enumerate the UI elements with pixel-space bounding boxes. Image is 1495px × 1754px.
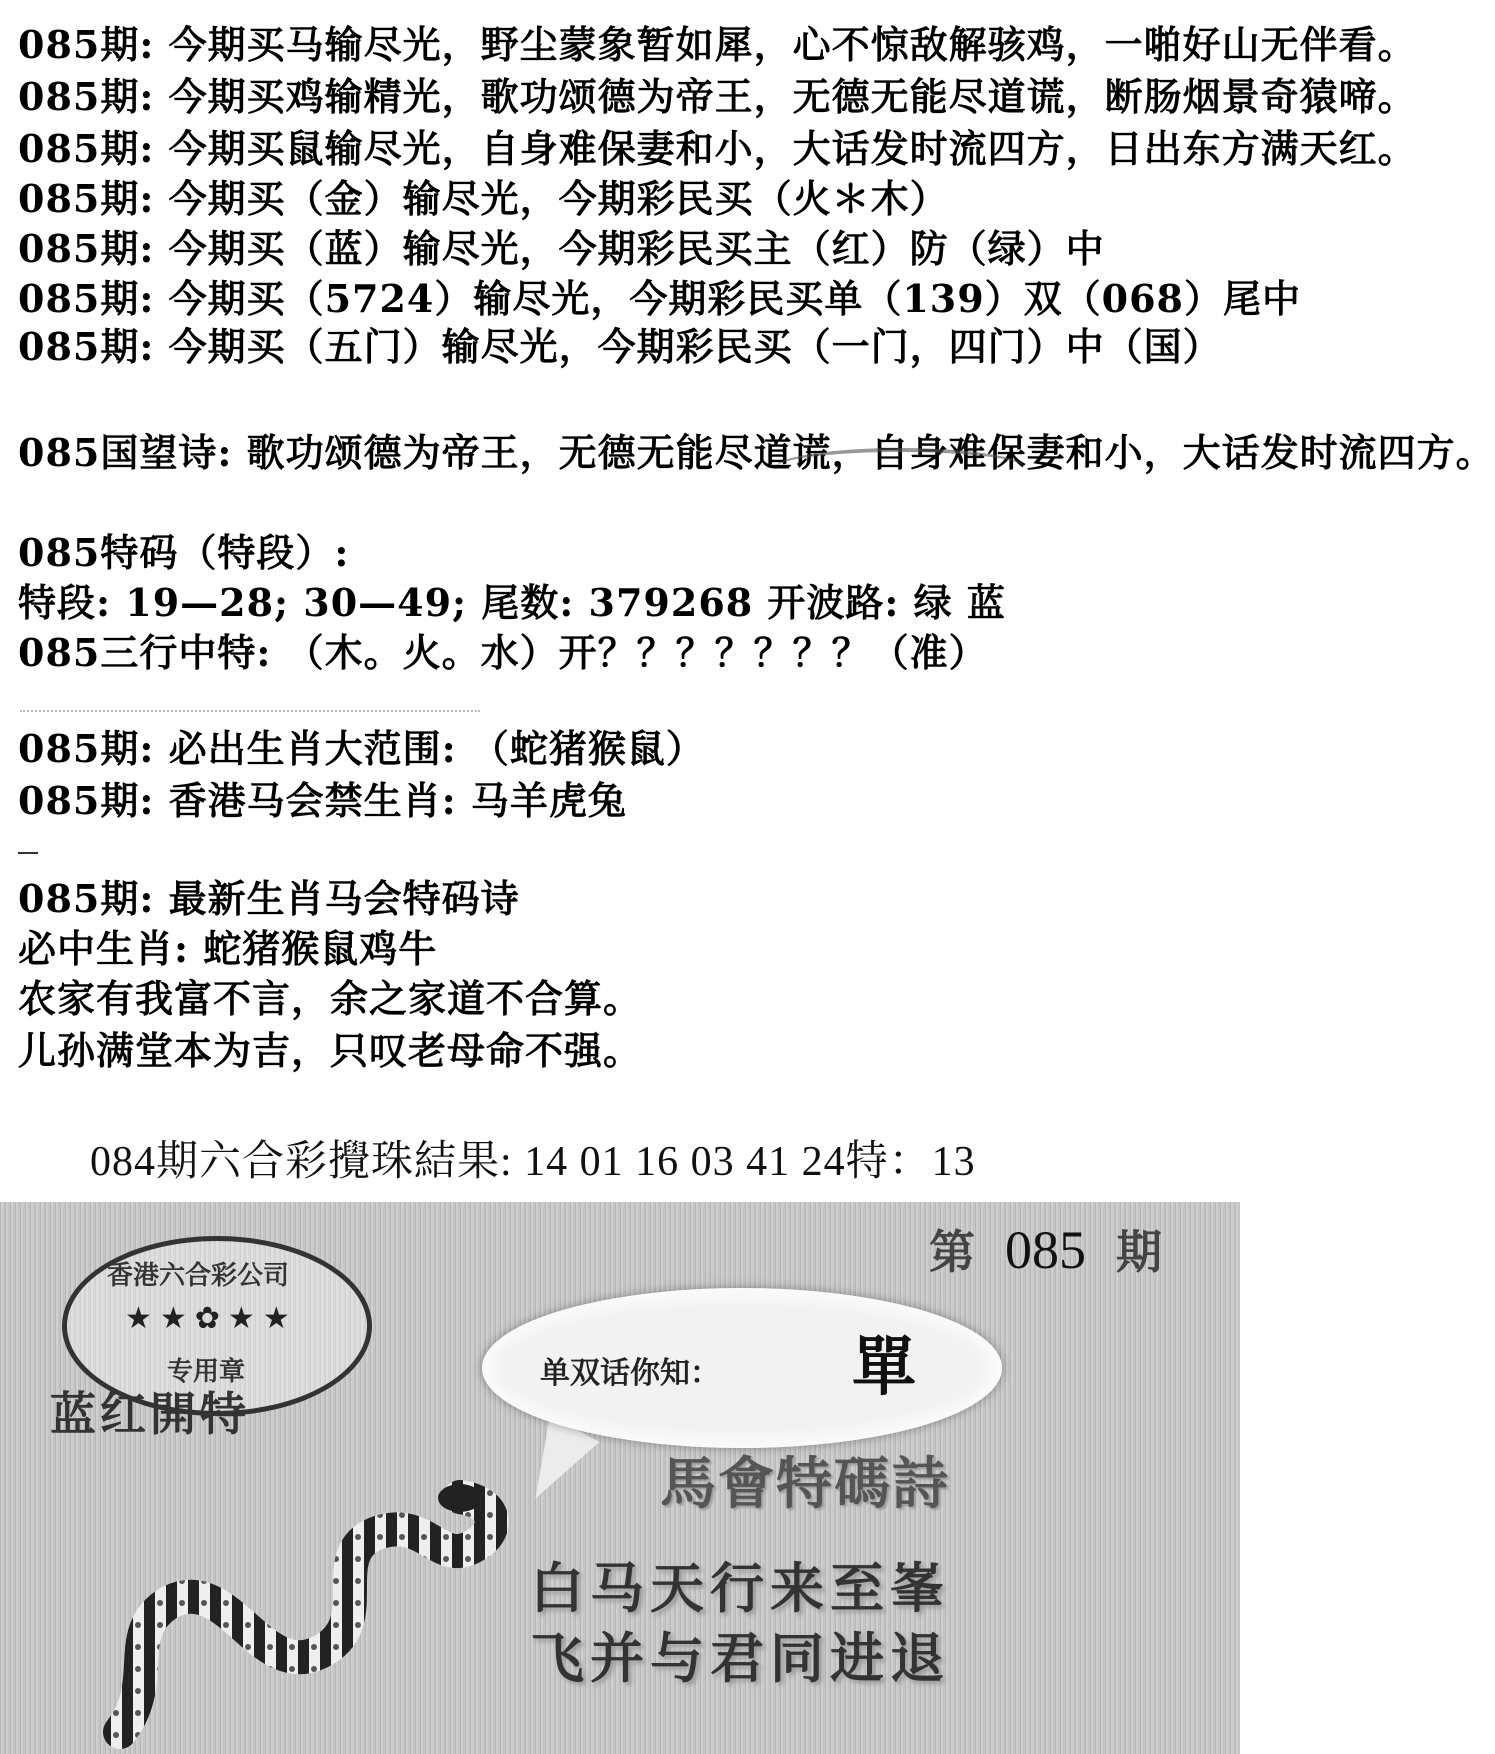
special-segment: 特段: 19—28; 30—49; 尾数: 379268 开波路: 绿 蓝 <box>18 580 1006 625</box>
stamp-title: 香港六合彩公司 <box>107 1261 290 1291</box>
issue-value: 085 <box>1005 1220 1086 1280</box>
banner-tag: 蓝红開特 <box>50 1387 250 1441</box>
dash-mark <box>18 852 38 854</box>
prediction-line-7: 085期: 今期买（五门）输尽光，今期彩民买（一门，四门）中（国） <box>18 324 1222 369</box>
issue-prefix: 第 <box>929 1225 975 1279</box>
issue-number <box>899 1216 1192 1282</box>
verse-line-1: 农家有我富不言，余之家道不合算。 <box>18 976 643 1021</box>
three-lines: 085三行中特: （木。火。水）开？？？？？？？（准） <box>18 630 988 675</box>
zodiac-range: 085期: 必出生肖大范围: （蛇猪猴鼠） <box>18 726 705 771</box>
verse-line-2: 儿孙满堂本为吉，只叹老母命不强。 <box>18 1028 643 1073</box>
prediction-line-3: 085期: 今期买鼠输尽光，自身难保妻和小，大话发时流四方，日出东方满天红。 <box>18 126 1417 171</box>
snake-icon <box>100 1482 520 1742</box>
prediction-line-5: 085期: 今期买（蓝）输尽光，今期彩民买主（红）防（绿）中 <box>18 226 1105 271</box>
banner-subtitle: 馬會特碼詩 <box>660 1451 950 1517</box>
prediction-line-1: 085期: 今期买马输尽光，野尘蒙象暂如犀，心不惊敌解骇鸡，一啪好山无伴看。 <box>18 22 1417 67</box>
watermark-arc <box>775 448 1025 488</box>
draw-result: 084期六合彩攪珠結果: 14 01 16 03 41 24特：13 <box>90 1139 976 1185</box>
zodiac-banned: 085期: 香港马会禁生肖: 马羊虎兔 <box>18 778 627 823</box>
special-heading: 085特码（特段）: <box>18 530 350 575</box>
speech-bubble <box>482 1288 1002 1448</box>
banner-poem-1: 白马天行来至峯 <box>530 1557 950 1620</box>
stamp-stars-icon: ★★✿★★ <box>125 1302 298 1335</box>
verse-picks: 必中生肖: 蛇猪猴鼠鸡牛 <box>18 926 438 971</box>
stamp-subtitle: 专用章 <box>167 1357 246 1387</box>
bubble-value: 單 <box>852 1331 916 1405</box>
prediction-line-6: 085期: 今期买（5724）输尽光，今期彩民买单（139）双（068）尾中 <box>18 276 1301 321</box>
banner-poem-2: 飞并与君同进退 <box>530 1627 950 1690</box>
bubble-label: 单双话你知： <box>540 1356 720 1391</box>
poem-line: 085国望诗: 歌功颂德为帝王，无德无能尽道谎，自身难保妻和小，大话发时流四方。 <box>18 430 1495 475</box>
issue-suffix: 期 <box>1116 1225 1162 1279</box>
promo-banner <box>0 1202 1240 1754</box>
verse-heading: 085期: 最新生肖马会特码诗 <box>18 876 520 921</box>
faint-divider <box>20 710 480 716</box>
prediction-line-2: 085期: 今期买鸡输精光，歌功颂德为帝王，无德无能尽道谎，断肠烟景奇猿啼。 <box>18 74 1417 119</box>
prediction-line-4: 085期: 今期买（金）输尽光，今期彩民买（火＊木） <box>18 176 949 221</box>
